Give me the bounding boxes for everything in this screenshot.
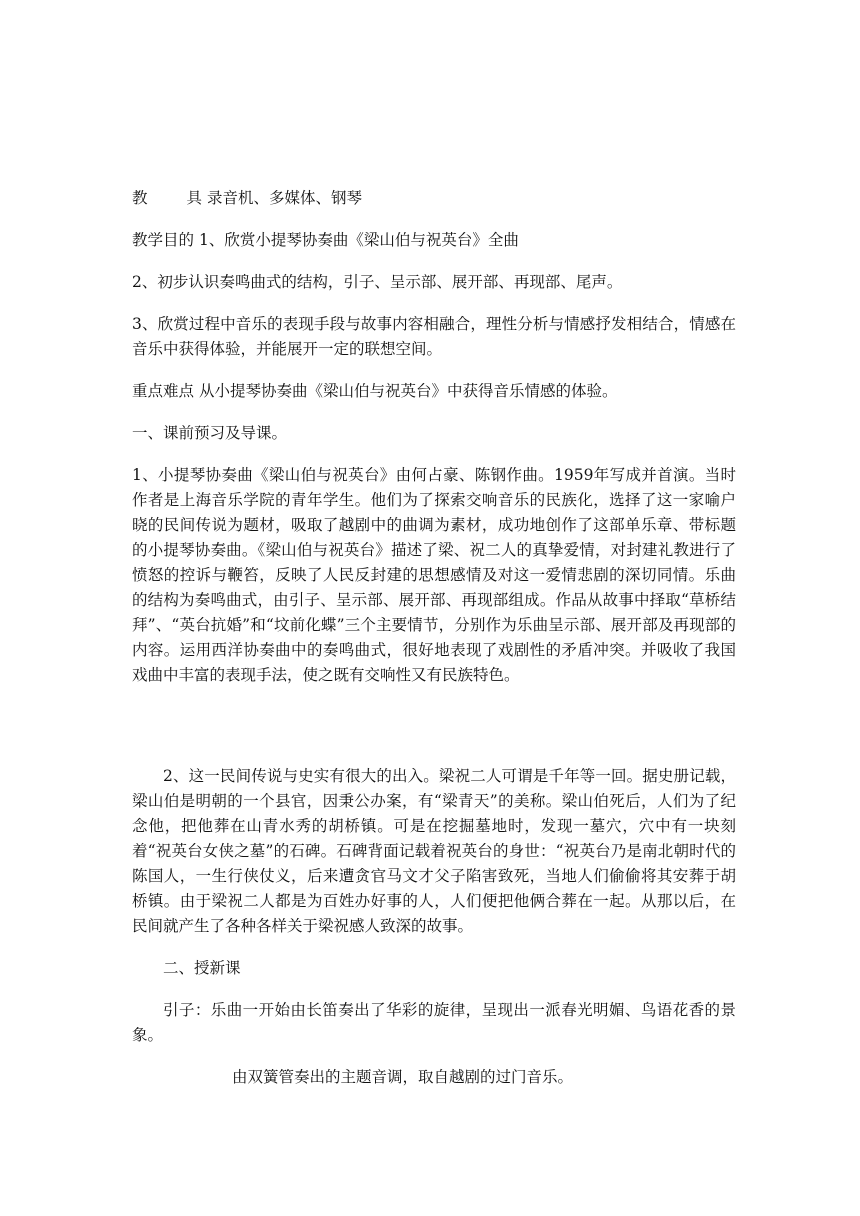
goals-item-2: 2、初步认识奏鸣曲式的结构，引子、呈示部、展开部、再现部、尾声。: [132, 273, 623, 291]
section-2-paragraph-2: 由双簧管奏出的主题音调，取自越剧的过门音乐。: [232, 1068, 574, 1086]
goals-item-1: 1、欣赏小提琴协奏曲《梁山伯与祝英台》全曲: [198, 231, 519, 249]
goals-label: 教学目的: [132, 231, 195, 249]
section-1-title: 一、课前预习及导课。: [132, 424, 288, 442]
tools-value: 录音机、多媒体、钢琴: [206, 189, 362, 207]
key-points-line: [132, 379, 736, 404]
tools-line: [132, 186, 736, 211]
tools-label-a: 教: [132, 189, 148, 207]
goals-item-3: 3、欣赏过程中音乐的表现手段与故事内容相融合，理性分析与情感抒发相结合，情感在音乐中获得体验，并能展开一定的联想空间。: [132, 315, 736, 358]
section-1-paragraph-1: 1、小提琴协奏曲《梁山伯与祝英台》由何占豪、陈钢作曲。1959年写成并首演。当时作者是上海音乐学院的青年学生。他们为了探索交响音乐的民族化，选择了这一家喻户晓的民间传说为题材，吸取了越剧中的曲调为素材，成功地创作了这部单乐章、带标题的小提琴协奏曲。《梁山伯与祝英台》描述了梁、祝二人的真挚爱情，对封建礼教进行了愤怒的控诉与鞭笞，反映了人民反封建的思想感情及对这一爱情悲剧的深切同情。乐曲的结构为奏鸣曲式，由引子、呈示部、展开部、再现部组成。作品从故事中择取“草桥结拜”、“英台抗婚”和“坟前化蝶”三个主要情节，分别作为乐曲呈示部、展开部及再现部的内容。运用西洋协奏曲中的奏鸣曲式，很好地表现了戏剧性的矛盾冲突。并吸收了我国戏曲中丰富的表现手法，使之既有交响性又有民族特色。: [132, 466, 736, 684]
section-2-title: 二、授新课: [163, 959, 241, 977]
key-points-value: 从小提琴协奏曲《梁山伯与祝英台》中获得音乐情感的体验。: [198, 382, 618, 400]
section-2-paragraph-1: 引子：乐曲一开始由长笛奏出了华彩的旋律，呈现出一派春光明媚、鸟语花香的景象。: [132, 1001, 736, 1044]
key-points-label: 重点难点: [132, 382, 195, 400]
tools-label-b: 具: [186, 189, 203, 207]
document-body: [132, 186, 736, 1107]
goals-line: [132, 228, 736, 253]
section-1-paragraph-2: 2、这一民间传说与史实有很大的出入。梁祝二人可谓是千年等一回。据史册记载，梁山伯是明朝的一个县官，因秉公办案，有“梁青天”的美称。梁山伯死后，人们为了纪念他，把他葬在山青水秀的胡桥镇。可是在挖掘墓地时，发现一墓穴，穴中有一块刻着“祝英台女侠之墓”的石碑。石碑背面记载着祝英台的身世：“祝英台乃是南北朝时代的陈国人，一生行侠仗义，后来遭贪官马文才父子陷害致死，当地人们偷偷将其安葬于胡桥镇。由于梁祝二人都是为百姓办好事的人，人们便把他俩合葬在一起。从那以后，在民间就产生了各种各样关于梁祝感人致深的故事。: [132, 767, 736, 935]
